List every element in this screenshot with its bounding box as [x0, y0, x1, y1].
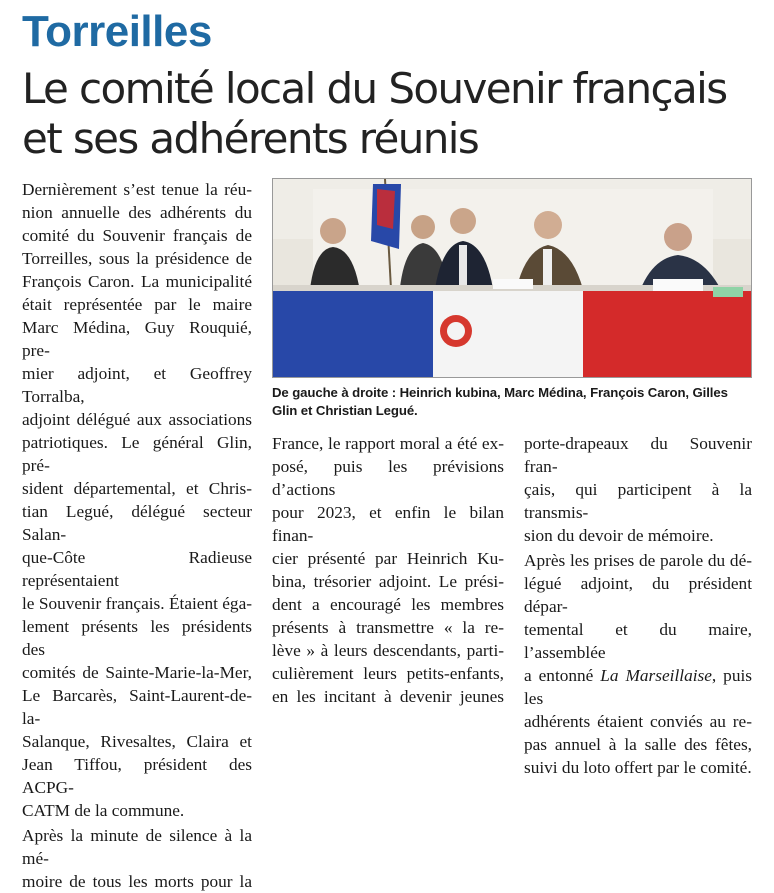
body-line: Jean Tiffou, président des ACPG- [22, 755, 252, 797]
body-line: culièrement leurs petits-enfants, [272, 664, 504, 683]
photo-caption: De gauche à droite : Heinrich kubina, Marc Médina, François Caron, Gilles Glin et Christian Legué. [272, 385, 728, 418]
body-line: Marc Médina, Guy Rouquié, pre- [22, 318, 252, 360]
body-line: nion annuelle des adhérents du [22, 203, 252, 222]
body-line: suivi du loto offert par le comité. [524, 758, 752, 777]
body-line: porte-drapeaux du Souvenir fran- [524, 434, 752, 476]
body-line: posé, puis les prévisions d’actions [272, 457, 504, 499]
article-location-kicker: Torreilles [22, 7, 212, 56]
body-line: comités de Sainte-Marie-la-Mer, [22, 663, 252, 682]
body-line: CATM de la commune. [22, 801, 185, 820]
body-line: France, le rapport moral a été ex- [272, 434, 504, 453]
body-line: tian Legué, délégué secteur Salan- [22, 502, 252, 544]
article-headline [22, 64, 762, 164]
body-line: Le Barcarès, Saint-Laurent-de-la- [22, 686, 252, 728]
article-column-3 [524, 432, 752, 779]
body-line [524, 664, 752, 710]
meeting-photo-illustration [273, 179, 751, 377]
tablecloth-red [583, 289, 751, 377]
body-text: , puis les [524, 666, 752, 708]
headline-line-1: Le comité local du Souvenir français [22, 64, 727, 113]
body-line: que-Côte Radieuse représentaient [22, 548, 252, 590]
body-line: sion du devoir de mémoire. [524, 526, 714, 545]
song-title: La Marseillaise [600, 666, 712, 685]
body-line: bina, trésorier adjoint. Le prési- [272, 572, 504, 591]
body-line: patriotiques. Le général Glin, pré- [22, 433, 252, 475]
body-line: était représentée par le maire [22, 295, 252, 314]
body-line: adjoint délégué aux associations [22, 410, 252, 429]
body-line: lève » à leurs descendants, parti- [272, 641, 504, 660]
body-text: a entonné [524, 666, 601, 685]
body-line: mier adjoint, et Geoffrey Torralba, [22, 364, 252, 406]
body-line: adhérents étaient conviés au re- [524, 712, 752, 731]
body-line: Torreilles, sous la présidence de [22, 249, 252, 268]
body-line: dent a encouragé les membres [272, 595, 504, 614]
article-column-2 [272, 432, 504, 708]
body-line: Après la minute de silence à la mé- [22, 826, 252, 868]
body-line: sident départemental, et Chris- [22, 479, 252, 498]
body-line: lement présents les présidents des [22, 617, 252, 659]
body-line: moire de tous les morts pour la [22, 872, 252, 891]
body-line: pour 2023, et enfin le bilan finan- [272, 503, 504, 545]
body-line: pas annuel à la salle des fêtes, [524, 735, 752, 754]
body-line: le Souvenir français. Étaient éga- [22, 594, 252, 613]
body-line: François Caron. La municipalité [22, 272, 252, 291]
body-line: çais, qui participent à la transmis- [524, 480, 752, 522]
headline-line-2: et ses adhérents réunis [22, 114, 479, 163]
body-line: cier présenté par Heinrich Ku- [272, 549, 504, 568]
body-line: présents à transmettre « la re- [272, 618, 504, 637]
body-line: légué adjoint, du président dépar- [524, 574, 752, 616]
body-line: Après les prises de parole du dé- [524, 551, 752, 570]
tablecloth-blue [273, 289, 433, 377]
body-line: comité du Souvenir français de [22, 226, 252, 245]
body-line: en les incitant à devenir jeunes [272, 687, 504, 706]
body-line: temental et du maire, l’assemblée [524, 620, 752, 662]
article-photo [272, 178, 752, 378]
body-line: Dernièrement s’est tenue la réu- [22, 180, 252, 199]
body-line: Salanque, Rivesaltes, Claira et [22, 732, 252, 751]
article-column-1 [22, 178, 252, 893]
